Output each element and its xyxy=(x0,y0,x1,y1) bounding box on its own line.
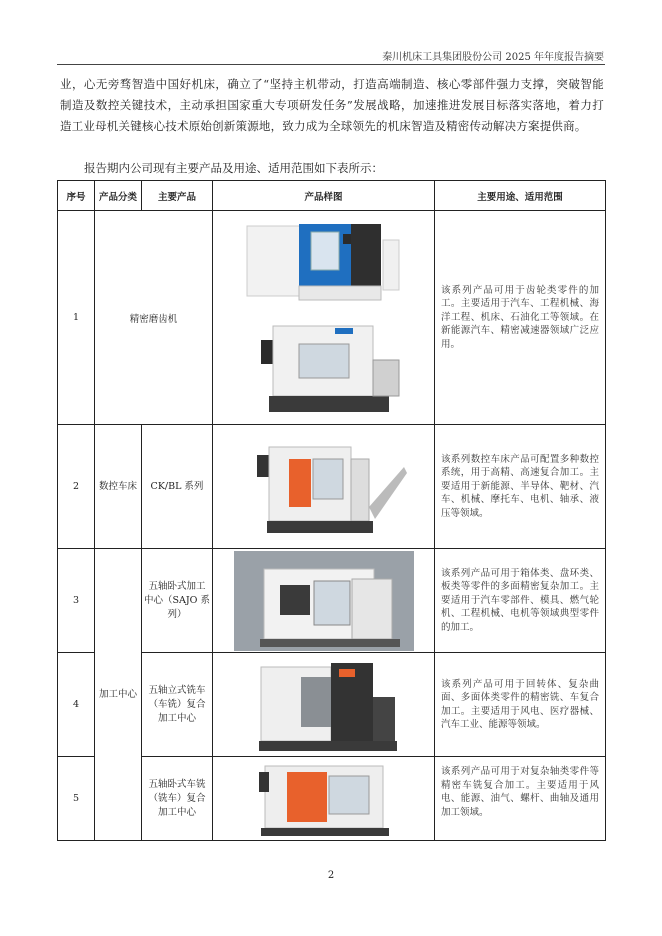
row-product: 五轴卧式加工中心（SAJO 系列） xyxy=(142,549,213,653)
row-no: 1 xyxy=(58,211,95,425)
header-category: 产品分类 xyxy=(95,181,142,211)
row-no: 3 xyxy=(58,549,95,653)
product-image-cell xyxy=(213,425,435,549)
row-category: 精密磨齿机 xyxy=(95,211,213,425)
header-image: 产品样图 xyxy=(213,181,435,211)
product-image-cell xyxy=(213,653,435,757)
row-product: 五轴卧式车铣（铣车）复合加工中心 xyxy=(142,757,213,841)
header-divider xyxy=(57,64,605,65)
row-category: 数控车床 xyxy=(95,425,142,549)
row-usage: 该系列产品可用于齿轮类零件的加工。主要适用于汽车、工程机械、海洋工程、机床、石油化工等领域。在新能源汽车、精密减速器领域广泛应用。 xyxy=(435,211,606,425)
product-image-cell xyxy=(213,211,435,425)
row-product: CK/BL 系列 xyxy=(142,425,213,549)
row-category: 加工中心 xyxy=(95,549,142,841)
horizontal-machining-center-image xyxy=(234,551,414,651)
horizontal-turn-mill-center-image xyxy=(239,760,409,838)
table-row xyxy=(58,549,606,653)
row-usage: 该系列产品可用于对复杂轴类零件等精密车铣复合加工。主要适用于风电、能源、油气、螺杆、曲轴及通用加工领域。 xyxy=(435,757,606,841)
body-paragraph: 业，心无旁骛智造中国好机床，确立了“坚持主机带动，打造高端制造、核心零部件强力支撑，突破智能制造及数控关键技术，主动承担国家重大专项研发任务”发展战略，加速推进发展目标落实落地，着力打造工业母机关键核心技术原始创新策源地，致力成为全球领先的机床智造及精密传动解决方案提供商。 xyxy=(60,77,604,133)
product-image-cell xyxy=(213,549,435,653)
table-row xyxy=(58,211,606,425)
row-no: 5 xyxy=(58,757,95,841)
row-product: 五轴立式铣车（车铣）复合加工中心 xyxy=(142,653,213,757)
cnc-lathe-image xyxy=(239,437,409,537)
header-product: 主要产品 xyxy=(142,181,213,211)
header-usage: 主要用途、适用范围 xyxy=(435,181,606,211)
row-no: 2 xyxy=(58,425,95,549)
row-no: 4 xyxy=(58,653,95,757)
vertical-mill-turn-center-image xyxy=(239,657,409,753)
product-image-cell xyxy=(213,757,435,841)
page-number: 2 xyxy=(327,870,335,881)
table-row xyxy=(58,425,606,549)
row-usage: 该系列产品可用于箱体类、盘环类、板类等零件的多面精密复杂加工。主要适用于汽车零部件、模具、燃气轮机、工程机械、电机等领域典型零件的加工。 xyxy=(435,549,606,653)
report-header-title: 秦川机床工具集团股份公司 2025 年年度报告摘要 xyxy=(382,52,604,63)
row-usage: 该系列数控车床产品可配置多种数控系统，用于高精、高速复合加工。主要适用于新能源、半导体、靶材、汽车、机械、摩托车、电机、轴承、液压等领域。 xyxy=(435,425,606,549)
table-header-row xyxy=(58,181,606,211)
products-table xyxy=(57,180,606,841)
table-intro: 报告期内公司现有主要产品及用途、适用范围如下表所示： xyxy=(84,161,383,175)
row-usage: 该系列产品可用于回转体、复杂曲面、多面体类零件的精密铣、车复合加工。主要适用于风电、医疗器械、汽车工业、能源等领域。 xyxy=(435,653,606,757)
gear-grinder-machine-image-2 xyxy=(239,320,409,416)
gear-grinder-machine-image xyxy=(239,220,409,310)
header-no: 序号 xyxy=(58,181,95,211)
